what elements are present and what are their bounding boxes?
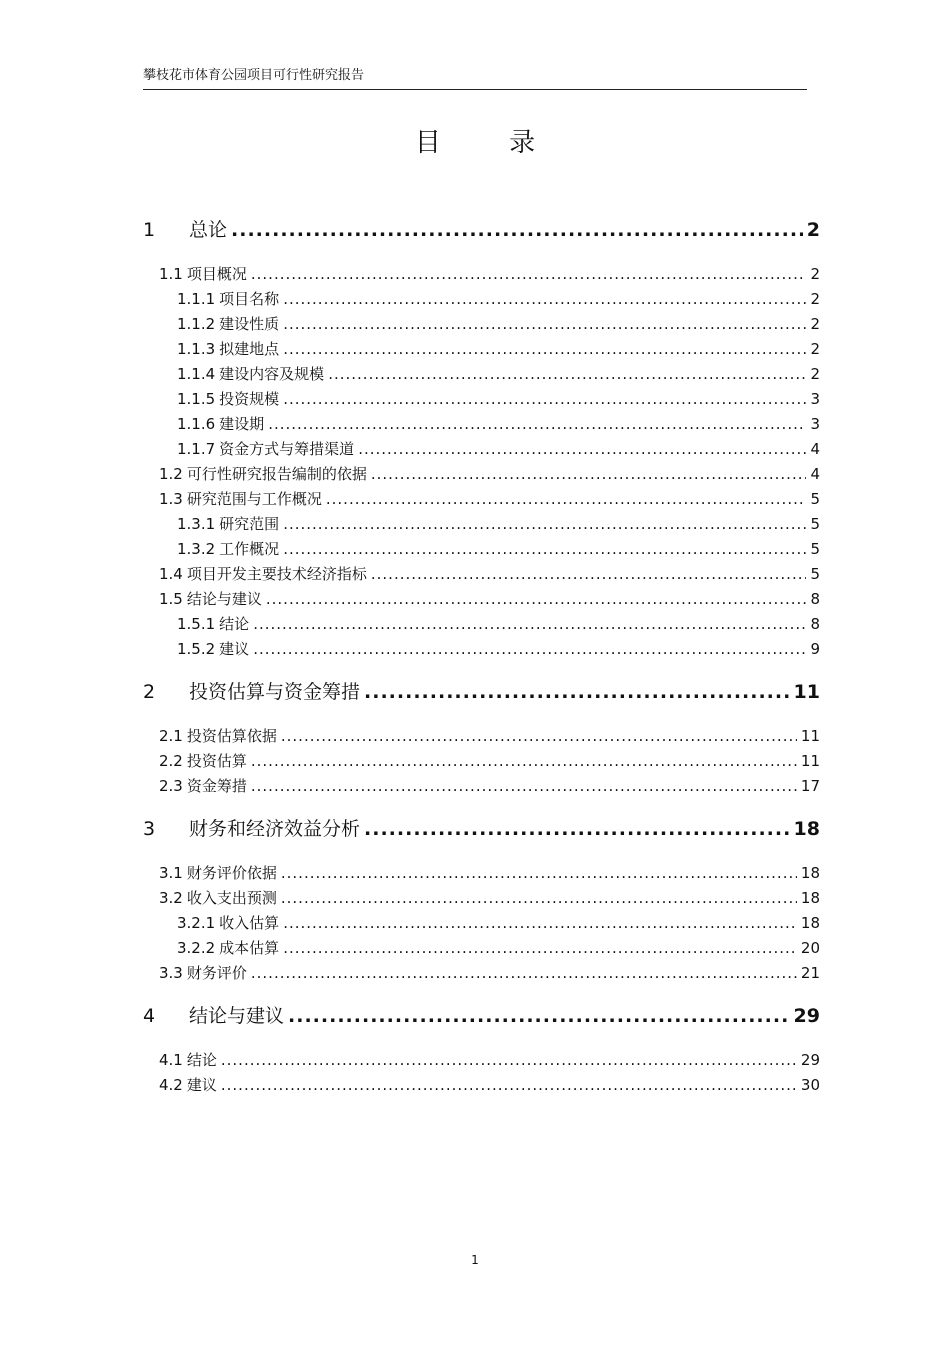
toc-leader-dots (283, 313, 806, 335)
toc-leader-dots (328, 363, 806, 385)
toc-entry-number: 1.1 (159, 265, 183, 283)
toc-entry-page: 29 (793, 1005, 820, 1027)
toc-entry-page: 2 (806, 219, 820, 241)
toc-leader-dots (283, 937, 797, 959)
toc-entry-number: 3.2.2 (177, 939, 216, 957)
toc-entry-page: 18 (793, 818, 820, 840)
toc-entry-number: 1.3.2 (177, 540, 216, 558)
toc-entry[interactable] (177, 288, 820, 310)
toc-entry-label: 拟建地点 (219, 340, 280, 358)
toc-entry-number: 3 (143, 818, 156, 840)
toc-entry-label: 建设性质 (219, 315, 280, 333)
toc-entry[interactable] (177, 388, 820, 410)
toc-entry-label: 投资估算 (186, 752, 247, 770)
toc-entry-number: 2.2 (159, 752, 183, 770)
toc-entry[interactable] (159, 563, 820, 585)
toc-leader-dots (281, 725, 797, 747)
toc-entry[interactable] (177, 438, 820, 460)
toc-leader-dots (268, 413, 806, 435)
toc-entry-label: 投资规模 (219, 390, 280, 408)
toc-leader-dots (281, 887, 797, 909)
toc-leader-dots (251, 775, 797, 797)
toc-entry-label: 工作概况 (219, 540, 280, 558)
toc-leader-dots (283, 288, 806, 310)
page-header: 攀枝花市体育公园项目可行性研究报告 (143, 66, 807, 90)
toc-entry-page: 5 (810, 515, 820, 533)
toc-entry[interactable] (177, 937, 820, 959)
toc-entry[interactable] (159, 263, 820, 285)
toc-entry-number: 3.1 (159, 864, 183, 882)
toc-entry-page: 11 (793, 681, 820, 703)
toc-entry[interactable] (143, 816, 820, 842)
toc-entry-label: 收入支出预测 (186, 889, 277, 907)
toc-entry-number: 1.3 (159, 490, 183, 508)
toc-entry[interactable] (159, 887, 820, 909)
toc-leader-dots (253, 613, 806, 635)
toc-entry-page: 2 (810, 315, 820, 333)
toc-entry-page: 18 (800, 914, 820, 932)
toc-leader-dots (221, 1074, 797, 1096)
toc-entry[interactable] (177, 338, 820, 360)
toc-entry-label: 项目名称 (219, 290, 280, 308)
toc-leader-dots (326, 488, 807, 510)
page-number: 1 (471, 1253, 479, 1267)
toc-entry-label: 项目概况 (186, 265, 247, 283)
toc-leader-dots (283, 338, 806, 360)
toc-entry-label: 财务评价依据 (186, 864, 277, 882)
toc-entry-label: 研究范围 (219, 515, 280, 533)
toc-entry-label: 建议 (186, 1076, 217, 1094)
toc-entry[interactable] (143, 1003, 820, 1029)
toc-entry-label: 财务评价 (186, 964, 247, 982)
toc-entry-label: 成本估算 (219, 939, 280, 957)
toc-entry-number: 1.4 (159, 565, 183, 583)
toc-entry-page: 3 (810, 415, 820, 433)
toc-entry[interactable] (159, 962, 820, 984)
toc-entry[interactable] (177, 413, 820, 435)
toc-entry-label: 建设期 (219, 415, 265, 433)
toc-entry-page: 9 (810, 640, 820, 658)
toc-leader-dots (288, 1003, 790, 1029)
toc-entry-page: 5 (810, 565, 820, 583)
toc-entry-number: 3.2 (159, 889, 183, 907)
toc-entry[interactable] (177, 313, 820, 335)
toc-entry-number: 1.1.7 (177, 440, 216, 458)
toc-entry-number: 1.1.1 (177, 290, 216, 308)
toc-entry-page: 17 (800, 777, 820, 795)
toc-title: 目 录 (414, 128, 566, 158)
toc-entry-label: 结论 (219, 615, 250, 633)
toc-leader-dots (364, 679, 790, 705)
toc-entry[interactable] (143, 679, 820, 705)
toc-entry-number: 1.2 (159, 465, 183, 483)
toc-entry-number: 1 (143, 219, 156, 241)
toc-entry-number: 2.1 (159, 727, 183, 745)
toc-entry-number: 4 (143, 1005, 156, 1027)
toc-entry-page: 18 (800, 889, 820, 907)
toc-entry-page: 2 (810, 290, 820, 308)
toc-leader-dots (251, 263, 807, 285)
toc-leader-dots (371, 563, 807, 585)
toc-leader-dots (251, 962, 797, 984)
toc-leader-dots (266, 588, 807, 610)
toc-leader-dots (231, 217, 803, 243)
toc-leader-dots (283, 388, 806, 410)
toc-entry-number: 1.5 (159, 590, 183, 608)
toc-entry-label: 资金方式与筹措渠道 (219, 440, 355, 458)
toc-leader-dots (283, 912, 797, 934)
toc-entry[interactable] (159, 725, 820, 747)
toc-entry-page: 11 (800, 752, 820, 770)
toc-entry-number: 1.1.4 (177, 365, 216, 383)
toc-entry[interactable] (159, 1074, 820, 1096)
toc-leader-dots (371, 463, 807, 485)
toc-entry-page: 11 (800, 727, 820, 745)
toc-entry-number: 1.1.6 (177, 415, 216, 433)
toc-entry-page: 8 (810, 590, 820, 608)
toc-entry-number: 1.5.1 (177, 615, 216, 633)
toc-entry[interactable] (177, 638, 820, 660)
toc-entry-page: 4 (810, 440, 820, 458)
toc-entry-page: 4 (810, 465, 820, 483)
toc-entry[interactable] (177, 613, 820, 635)
toc-entry-number: 2.3 (159, 777, 183, 795)
toc-entry[interactable] (159, 862, 820, 884)
toc-entry-label: 建议 (219, 640, 250, 658)
toc-entry-page: 5 (810, 540, 820, 558)
toc-entry[interactable] (159, 588, 820, 610)
toc-entry[interactable] (159, 488, 820, 510)
toc-entry-page: 20 (800, 939, 820, 957)
toc-entry-label: 结论与建议 (186, 590, 262, 608)
toc-entry[interactable] (177, 538, 820, 560)
toc-entry-label: 研究范围与工作概况 (186, 490, 322, 508)
toc-entry-label: 资金筹措 (186, 777, 247, 795)
toc-entry[interactable] (159, 750, 820, 772)
toc-entry-page: 3 (810, 390, 820, 408)
toc-leader-dots (364, 816, 790, 842)
toc-entry-label: 财务和经济效益分析 (189, 818, 361, 840)
toc-entry-page: 5 (810, 490, 820, 508)
toc-entry-label: 结论与建议 (189, 1005, 285, 1027)
toc-entry-page: 2 (810, 340, 820, 358)
toc-entry-page: 21 (800, 964, 820, 982)
toc-leader-dots (283, 538, 806, 560)
toc-entry-number: 4.1 (159, 1051, 183, 1069)
toc-entry-page: 2 (810, 265, 820, 283)
toc-entry-number: 4.2 (159, 1076, 183, 1094)
toc-entry[interactable] (159, 1049, 820, 1071)
toc-leader-dots (251, 750, 797, 772)
toc-entry-number: 1.1.5 (177, 390, 216, 408)
toc-entry-page: 18 (800, 864, 820, 882)
toc-entry-label: 结论 (186, 1051, 217, 1069)
toc-entry-label: 可行性研究报告编制的依据 (186, 465, 367, 483)
toc-entry-page: 8 (810, 615, 820, 633)
toc-entry[interactable] (159, 463, 820, 485)
toc-entry-label: 投资估算与资金筹措 (189, 681, 361, 703)
toc-leader-dots (253, 638, 806, 660)
toc-entry-number: 2 (143, 681, 156, 703)
toc-entry-page: 30 (800, 1076, 820, 1094)
toc-entry-number: 1.1.2 (177, 315, 216, 333)
toc-entry-number: 1.3.1 (177, 515, 216, 533)
toc-entry[interactable] (143, 217, 820, 243)
toc-entry[interactable] (177, 912, 820, 934)
toc-entry-number: 1.5.2 (177, 640, 216, 658)
toc-entry-label: 总论 (189, 219, 228, 241)
toc-entry-label: 建设内容及规模 (219, 365, 325, 383)
toc-entry-page: 29 (800, 1051, 820, 1069)
toc-entry[interactable] (177, 513, 820, 535)
toc-leader-dots (283, 513, 806, 535)
toc-entry-number: 3.2.1 (177, 914, 216, 932)
toc-entry[interactable] (177, 363, 820, 385)
toc-entry-label: 收入估算 (219, 914, 280, 932)
toc-entry-page: 2 (810, 365, 820, 383)
toc-leader-dots (281, 862, 797, 884)
toc-entry-number: 3.3 (159, 964, 183, 982)
toc-leader-dots (358, 438, 806, 460)
toc-entry-label: 项目开发主要技术经济指标 (186, 565, 367, 583)
toc-entry-number: 1.1.3 (177, 340, 216, 358)
toc-leader-dots (221, 1049, 797, 1071)
toc-entry-label: 投资估算依据 (186, 727, 277, 745)
toc-entry[interactable] (159, 775, 820, 797)
